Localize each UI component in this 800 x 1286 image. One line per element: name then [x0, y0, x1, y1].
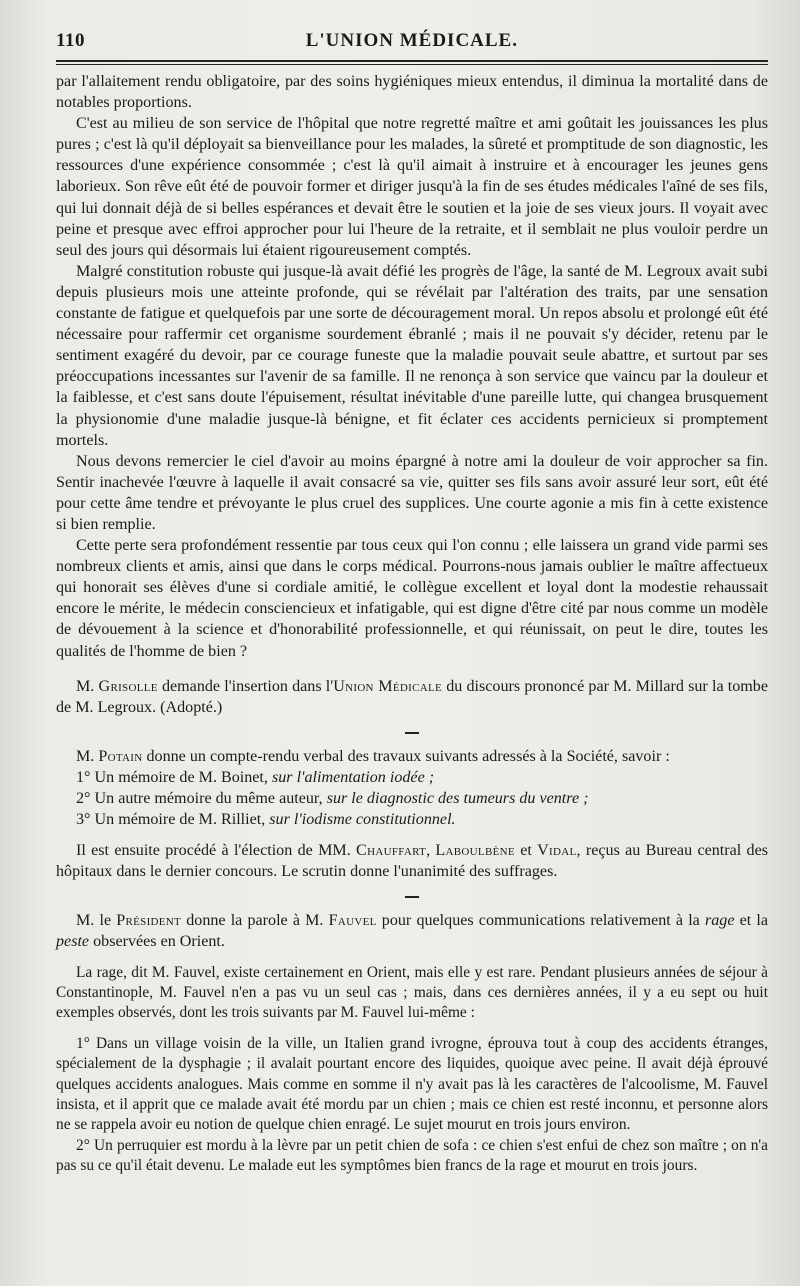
paragraph-case-1: 1° Dans un village voisin de la ville, un Italien grand ivrogne, éprouva tout à coup des accidents étranges, spécialement de la dysphagie ; il avalait pourtant encore des liquides, quoique avec peine. Il avait déjà éprouvé quelques accidents analogues. Mais comme en somme il n'y avait pas là les caractères de l'alcoolisme, M. Fauvel insista, et il apprit que ce malade avait été mordu par un chien ; mais ce chien est resté inconnu, et personne alors ne se rappela avoir eu notion de quelque chien enragé. Le sujet mourut en trois jours environ. [56, 1034, 768, 1134]
paragraph-perte: Cette perte sera profondément ressentie par tous ceux qui l'on connu ; elle laissera un grand vide parmi ses nombreux clients et amis, ainsi que dans le corps médical. Pourrons-nous jamais oublier le maître affectueux qui honorait ses élèves d'une si cordiale amitié, le collègue excellent et loyal dont la modestie rehaussait encore le mérite, le médecin consciencieux et infatigable, qui est digne d'être cité par nous comme un modèle de dévouement à la science et d'honorabilité professionnelle, et qui réunissait, on peut le dire, toutes les qualités de l'homme de bien ? [56, 537, 768, 660]
item-3-title: sur l'iodisme constitutionnel. [269, 811, 456, 829]
word-peste: peste [56, 933, 90, 951]
paragraph-constitution: Malgré constitution robuste qui jusque-là avait défié les progrès de l'âge, la santé de M. Legroux avait subi depuis plusieurs mois une atteinte profonde, qui se révélait par l'altération des traits, par une sensation constante de fatigue et quelquefois par une sorte de découragement moral. Un repos absolu et prolongé eût été nécessaire pour raffermir cet organisme sourdement ébranlé ; mais il ne pouvait s'y décider, retenu par le sentiment exagéré du devoir, par ce courage funeste que la maladie pouvait seule abattre, et surtout par ses préoccupations incessantes sur l'avenir de sa famille. Il ne renonça à son service que vaincu par la douleur et la faiblesse, et c'est sans doute l'épuisement, résultat inévitable d'une pareille lutte, qui changea brusquement la physionomie d'une maladie jusque-là bénigne, et fit éclater ces accidents pernicieux si promptement mortels. [56, 262, 768, 449]
list-item-2 [56, 788, 768, 809]
item-1-lead: 1° Un mémoire de M. Boinet, [76, 768, 272, 786]
grisolle-text-b: du discours prononcé par M. Millard sur la tombe de M. Legroux. (Adopté.) [56, 677, 769, 716]
title-president: Président [116, 912, 182, 930]
section-dash [405, 896, 419, 898]
paragraph-fauvel-intro: La rage, dit M. Fauvel, existe certainement en Orient, mais elle y est rare. Pendant plusieurs années de séjour à Constantinople, M. Fauvel n'en a pas vu un seul cas ; mais, dans ces dernières années, il y a eu sept ou huit exemples observés, dont les trois suivants par M. Fauvel lui-même : [56, 963, 768, 1022]
page-number: 110 [56, 30, 85, 51]
election-text-a: Il est ensuite procédé à l'élection de MM. [76, 842, 357, 860]
list-item-3 [56, 809, 768, 830]
name-laboulbene: Laboulbène [435, 842, 515, 860]
item-2-title: sur le diagnostic des tumeurs du ventre ; [326, 790, 589, 807]
name-potain: Potain [98, 747, 143, 765]
president-prefix: M. le [76, 912, 117, 930]
election-sep-1: , [426, 842, 436, 860]
president-text-c: et la [734, 912, 768, 930]
section-dash [405, 732, 419, 734]
name-fauvel: Fauvel [328, 912, 377, 930]
potain-prefix: M. [76, 747, 99, 765]
name-vidal: Vidal [537, 842, 577, 860]
fauvel-communication [56, 963, 768, 1177]
election-text-b: , reçus au Bureau central des hôpitaux dans le dernier concours. Le scrutin donne l'unanimité des suffrages. [56, 842, 768, 881]
journal-name: Union Médicale [333, 677, 443, 695]
grisolle-prefix: M. [76, 677, 99, 695]
election-sep-2: et [514, 842, 538, 860]
word-rage: rage [704, 912, 735, 930]
spacer [56, 830, 768, 840]
president-text-d: observées en Orient. [89, 933, 225, 951]
item-2-lead: 2° Un autre mémoire du même auteur, [76, 790, 327, 807]
list-item-1 [56, 767, 768, 788]
spacer [56, 662, 768, 676]
paragraph-remercier: Nous devons remercier le ciel d'avoir au moins épargné à notre ami la douleur de voir approcher sa fin. Sentir inachevée l'œuvre à laquelle il avait consacré sa vie, quitter ses fils sans avoir assuré leur sort, eût été pour cette âme tendre et prévoyante le plus cruel des supplices. Une courte agonie a mis fin à cette existence si bien remplie. [56, 452, 768, 533]
paragraph-election [56, 840, 768, 882]
president-text-a: donne la parole à M. [181, 912, 329, 930]
grisolle-text-a: demande l'insertion dans l' [157, 677, 334, 695]
potain-text: donne un compte-rendu verbal des travaux suivants adressés à la Société, savoir : [142, 747, 670, 765]
name-grisolle: Grisolle [98, 677, 158, 695]
paragraph-service: C'est au milieu de son service de l'hôpital que notre regretté maître et ami goûtait les jouissances les plus pures ; c'est là qu'il déployait sa bienveillance pour les malades, la sûreté et promptitude de son diagnostic, les ressources d'une expérience consommée ; c'est là qu'il aimait à instruire et à encourager les jeunes gens laborieux. Son rêve eût été de pouvoir former et diriger jusqu'à la fin de ses études médicales l'aîné de ses fils, qui lui donnait déjà de si belles espérances et devait être le soutien et la joie de ses vieux jours. Il voyait avec peine et presque avec effroi approcher pour lui l'heure de la retraite, et il semblait ne plus vouloir perdre un seul des jours qui désormais lui étaient rigoureusement comptés. [56, 115, 768, 259]
spacer [56, 1024, 768, 1034]
item-3-lead: 3° Un mémoire de M. Rilliet, [76, 811, 270, 829]
paragraph-president [56, 910, 768, 952]
article-body [56, 71, 768, 1177]
paragraph-grisolle [56, 676, 768, 718]
paragraph-case-2: 2° Un perruquier est mordu à la lèvre par un petit chien de sofa : ce chien s'est enfui de chez son maître ; on n'a pas su ce qu'il était devenu. Le malade eut les symptômes bien francs de la rage et mourut en trois jours. [56, 1136, 768, 1175]
spacer [56, 953, 768, 963]
header-rule [56, 60, 768, 65]
page-header [56, 30, 768, 56]
item-1-title: sur l'alimentation iodée ; [271, 768, 435, 786]
president-text-b: pour quelques communications relativement à la [376, 912, 705, 930]
paragraph-allaitement: par l'allaitement rendu obligatoire, par des soins hygiéniques mieux entendus, il diminua la mortalité dans de notables proportions. [56, 73, 768, 112]
paragraph-potain [56, 746, 768, 767]
name-chauffart: Chauffart [356, 842, 427, 860]
running-title: L'UNION MÉDICALE. [305, 30, 518, 51]
